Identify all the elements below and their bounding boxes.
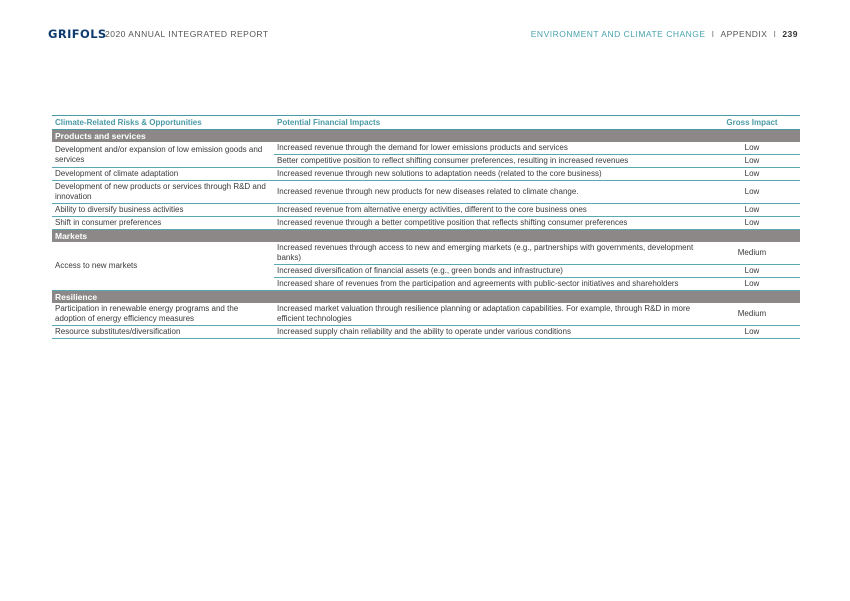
financial-impact-cell: Increased diversification of financial assets (e.g., green bonds and infrastructure) bbox=[274, 265, 704, 278]
table-row bbox=[52, 217, 800, 230]
section-title: Products and services bbox=[52, 130, 800, 143]
gross-impact-cell: Medium bbox=[704, 242, 800, 265]
risk-cell: Development of climate adaptation bbox=[52, 168, 274, 181]
table-row bbox=[52, 242, 800, 265]
table-row bbox=[52, 142, 800, 155]
table-row bbox=[52, 303, 800, 326]
gross-impact-cell: Low bbox=[704, 204, 800, 217]
table-row bbox=[52, 204, 800, 217]
breadcrumb-separator: I bbox=[773, 29, 777, 39]
risk-cell: Development and/or expansion of low emission goods and services bbox=[52, 142, 274, 168]
climate-risks-table bbox=[52, 115, 800, 339]
breadcrumb-separator: I bbox=[711, 29, 715, 39]
breadcrumb-section[interactable]: ENVIRONMENT AND CLIMATE CHANGE bbox=[530, 29, 706, 39]
financial-impact-cell: Increased revenue from alternative energy activities, different to the core business ones bbox=[274, 204, 704, 217]
section-row bbox=[52, 130, 800, 143]
gross-impact-cell: Low bbox=[704, 155, 800, 168]
report-title: 2020 ANNUAL INTEGRATED REPORT bbox=[105, 29, 269, 39]
column-header-financial-impacts: Potential Financial Impacts bbox=[274, 116, 704, 130]
page-header bbox=[48, 27, 798, 41]
financial-impact-cell: Increased supply chain reliability and the ability to operate under various conditions bbox=[274, 326, 704, 339]
section-title: Resilience bbox=[52, 291, 800, 304]
financial-impact-cell: Increased revenue through new solutions to adaptation needs (related to the core business) bbox=[274, 168, 704, 181]
gross-impact-cell: Low bbox=[704, 181, 800, 204]
financial-impact-cell: Increased revenue through a better competitive position that reflects shifting consumer preferences bbox=[274, 217, 704, 230]
grifols-logo: GRIFOLS bbox=[48, 27, 107, 41]
risk-cell: Development of new products or services through R&D and innovation bbox=[52, 181, 274, 204]
gross-impact-cell: Low bbox=[704, 278, 800, 291]
gross-impact-cell: Low bbox=[704, 217, 800, 230]
table-row bbox=[52, 326, 800, 339]
column-header-gross-impact: Gross Impact bbox=[704, 116, 800, 130]
table-row bbox=[52, 168, 800, 181]
section-row bbox=[52, 291, 800, 304]
financial-impact-cell: Increased revenues through access to new and emerging markets (e.g., partnerships with governments, development banks) bbox=[274, 242, 704, 265]
table-body bbox=[52, 130, 800, 339]
risk-cell: Ability to diversify business activities bbox=[52, 204, 274, 217]
gross-impact-cell: Low bbox=[704, 326, 800, 339]
page-number: 239 bbox=[782, 29, 798, 39]
risk-cell: Access to new markets bbox=[52, 242, 274, 291]
risk-cell: Resource substitutes/diversification bbox=[52, 326, 274, 339]
section-row bbox=[52, 230, 800, 243]
risk-cell: Shift in consumer preferences bbox=[52, 217, 274, 230]
gross-impact-cell: Low bbox=[704, 168, 800, 181]
risk-cell: Participation in renewable energy programs and the adoption of energy efficiency measures bbox=[52, 303, 274, 326]
table-row bbox=[52, 181, 800, 204]
financial-impact-cell: Increased share of revenues from the participation and agreements with public-sector initiatives and shareholders bbox=[274, 278, 704, 291]
financial-impact-cell: Increased revenue through the demand for lower emissions products and services bbox=[274, 142, 704, 155]
financial-impact-cell: Better competitive position to reflect shifting consumer preferences, resulting in increased revenues bbox=[274, 155, 704, 168]
table-header-row bbox=[52, 116, 800, 130]
financial-impact-cell: Increased market valuation through resilience planning or adaptation capabilities. For example, through R&D in more efficient technologies bbox=[274, 303, 704, 326]
column-header-risks: Climate-Related Risks & Opportunities bbox=[52, 116, 274, 130]
financial-impact-cell: Increased revenue through new products for new diseases related to climate change. bbox=[274, 181, 704, 204]
section-title: Markets bbox=[52, 230, 800, 243]
breadcrumb-appendix[interactable]: APPENDIX bbox=[720, 29, 768, 39]
gross-impact-cell: Medium bbox=[704, 303, 800, 326]
breadcrumb bbox=[531, 28, 798, 41]
gross-impact-cell: Low bbox=[704, 265, 800, 278]
gross-impact-cell: Low bbox=[704, 142, 800, 155]
